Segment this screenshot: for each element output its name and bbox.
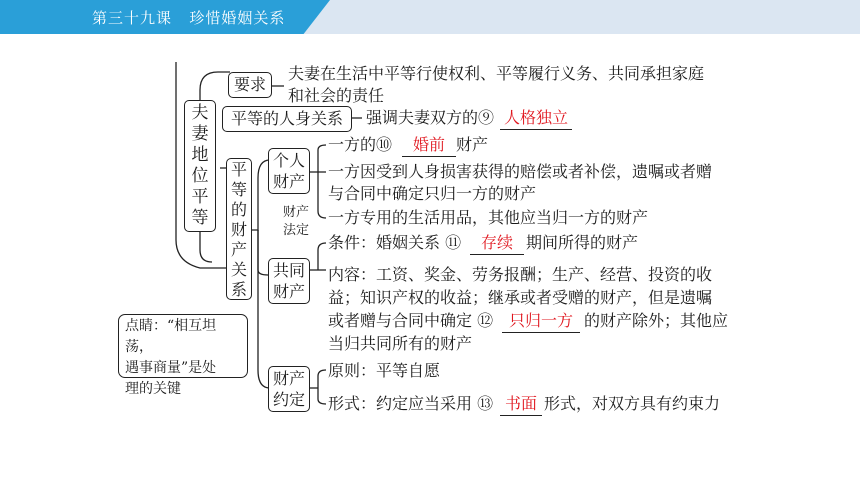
callout-line: 遇事商量”是处 (125, 360, 217, 376)
personal-item3: 一方专用的生活用品，其他应当归一方的财产 (328, 208, 649, 227)
root-char: 夫 (191, 103, 209, 123)
agreed-property-line: 财产 (272, 369, 305, 388)
property-char: 财 (230, 220, 247, 239)
personal-property-line: 财产 (272, 172, 305, 191)
property-char: 等 (230, 180, 247, 199)
property-char: 系 (230, 280, 247, 299)
joint-condition-prefix: 条件：婚姻关系 ⑪ (328, 233, 462, 252)
key-point-callout (118, 314, 248, 397)
property-char: 平 (230, 160, 247, 179)
joint-condition-suffix: 期间所得的财产 (526, 233, 639, 252)
answer-12: 只归一方 (502, 310, 580, 333)
property-char: 的 (230, 200, 247, 219)
personal-item1-suffix: 财产 (456, 135, 489, 154)
statutory-line: 财产 (282, 205, 309, 220)
lesson-number: 第三十九课 (92, 9, 173, 27)
answer-10: 婚前 (402, 134, 456, 157)
root-char: 平 (191, 187, 209, 207)
joint-content-line1: 内容：工资、奖金、劳务报酬；生产、经营、投资的收 (328, 265, 713, 284)
agreed-principle: 原则：平等自愿 (328, 361, 441, 380)
joint-property-line: 共同 (272, 261, 305, 280)
personal-item2-line1: 一方因受到人身损害获得的赔偿或者补偿，遗嘱或者赠 (328, 162, 713, 181)
requirement-text-line1: 夫妻在生活中平等行使权利、平等履行义务、共同承担家庭 (288, 64, 705, 83)
joint-content-line4: 当归共同所有的财产 (328, 334, 473, 353)
root-char: 等 (191, 208, 209, 228)
personal-item1-prefix: 一方的⑩ (328, 135, 393, 154)
requirement-label: 要求 (233, 75, 266, 94)
callout-line: 理的关键 (125, 381, 181, 397)
joint-property-line: 财产 (272, 282, 305, 301)
answer-11: 存续 (470, 232, 524, 255)
personal-property-node (268, 148, 310, 194)
answer-13: 书面 (500, 393, 542, 416)
requirement-node (228, 72, 272, 98)
root-char: 地 (191, 145, 209, 165)
joint-content-line3-prefix: 或者赠与合同中确定 ⑫ (328, 311, 494, 330)
lesson-topic: 珍惜婚姻关系 (189, 9, 286, 27)
agreed-form-prefix: 形式：约定应当采用 ⑬ (328, 394, 494, 413)
agreed-property-line: 约定 (272, 390, 305, 409)
callout-line: 点睛：“相互坦荡， (125, 318, 217, 355)
agreed-form-suffix: 形式，对双方具有约束力 (544, 394, 721, 413)
requirement-text-line2: 和社会的责任 (288, 86, 385, 105)
joint-content-line3-suffix: 的财产除外；其他应 (584, 311, 729, 330)
joint-content-line2: 益；知识产权的收益；继承或者受赠的财产，但是遗嘱 (328, 288, 713, 307)
answer-9: 人格独立 (500, 107, 572, 130)
personal-property-line: 个人 (272, 151, 305, 170)
personal-relation-node (222, 106, 352, 132)
personal-item2-line2: 与合同中确定只归一方的财产 (328, 184, 537, 203)
root-char: 妻 (191, 124, 209, 144)
personal-relation-text: 强调夫妻双方的⑨ (366, 108, 495, 127)
statutory-line: 法定 (282, 223, 309, 238)
property-char: 关 (230, 260, 247, 279)
statutory-label (278, 204, 314, 240)
personal-relation-label: 平等的人身关系 (230, 109, 343, 128)
agreed-property-node (268, 366, 310, 412)
root-node-couple-status (184, 100, 216, 232)
root-char: 位 (191, 166, 209, 186)
joint-property-node (268, 258, 310, 304)
property-char: 产 (230, 240, 247, 259)
property-relation-node (226, 158, 252, 300)
